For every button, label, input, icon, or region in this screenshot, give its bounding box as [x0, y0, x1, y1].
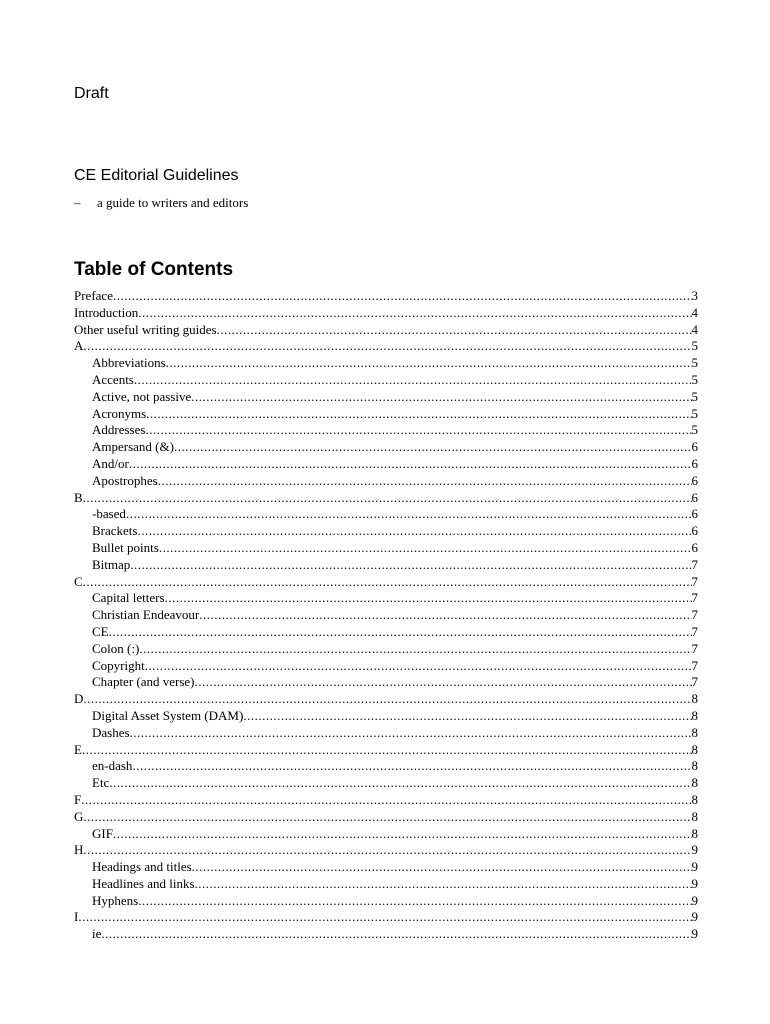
toc-entry-label: I	[74, 909, 79, 925]
toc-entry-page: 7	[691, 657, 698, 673]
document-title: CE Editorial Guidelines	[74, 167, 239, 184]
toc-entry-label: Active, not passive	[92, 388, 192, 404]
toc-leader	[138, 893, 691, 910]
toc-entry-capital-letters[interactable]	[74, 590, 698, 607]
draft-label: Draft	[74, 85, 109, 102]
toc-leader	[158, 473, 692, 490]
toc-entry-label: G	[74, 808, 84, 824]
toc-entry-page: 9	[691, 892, 698, 908]
toc-entry-accents[interactable]	[74, 372, 698, 389]
toc-entry-page: 5	[691, 338, 698, 354]
toc-entry-label: Preface	[74, 288, 113, 303]
toc-entry-headings-and-titles[interactable]	[74, 859, 698, 876]
toc-section-h[interactable]	[74, 842, 698, 859]
toc-entry-page: 5	[691, 422, 698, 438]
toc-leader	[83, 842, 691, 859]
toc-leader	[109, 775, 691, 792]
toc-entry-label: Brackets	[92, 523, 138, 539]
toc-entry-page: 5	[691, 388, 698, 404]
toc-entry-page: 5	[691, 405, 698, 421]
toc-entry-dashes[interactable]	[74, 725, 698, 742]
toc-entry-apostrophes[interactable]	[74, 473, 698, 490]
toc-entry-label: Apostrophes	[92, 472, 158, 488]
toc-entry-label: Acronyms	[92, 405, 147, 421]
subtitle-text: a guide to writers and editors	[97, 195, 249, 210]
toc-entry-page: 8	[691, 758, 698, 774]
toc-entry-chapter-and-verse[interactable]	[74, 674, 698, 691]
toc-leader	[217, 322, 692, 339]
toc-section-g[interactable]	[74, 809, 698, 826]
toc-entry-page: 4	[691, 321, 698, 337]
toc-leader	[159, 540, 692, 557]
toc-entry-label: Digital Asset System (DAM)	[92, 707, 244, 723]
toc-entry-page: 8	[691, 741, 698, 757]
toc-entry-page: 8	[691, 691, 698, 707]
toc-leader	[195, 876, 692, 893]
toc-entry-christian-endeavour[interactable]	[74, 607, 698, 624]
toc-leader	[83, 691, 691, 708]
subtitle-dash: –	[74, 195, 81, 210]
toc-entry-page: 6	[691, 472, 698, 488]
toc-entry-label: Introduction	[74, 304, 139, 320]
toc-entry-page: 9	[691, 859, 698, 875]
toc-entry-label: Dashes	[92, 724, 130, 740]
toc-entry-label: A	[74, 338, 84, 354]
toc-leader	[137, 523, 691, 540]
toc-leader	[109, 624, 692, 641]
toc-entry-page: 8	[691, 791, 698, 807]
toc-leader	[132, 758, 691, 775]
toc-entry-page: 9	[691, 926, 698, 942]
toc-entry-page: 9	[691, 909, 698, 925]
toc-entry-ce[interactable]	[74, 624, 698, 641]
toc-entry-colon[interactable]	[74, 641, 698, 658]
toc-leader	[145, 422, 691, 439]
toc-entry-and-or[interactable]	[74, 456, 698, 473]
toc-entry-label: F	[74, 791, 82, 807]
toc-leader	[174, 439, 692, 456]
toc-leader	[146, 406, 691, 423]
toc-entry-label: E	[74, 741, 82, 757]
toc-entry-page: 4	[691, 304, 698, 320]
toc-entry-label: Etc	[92, 775, 110, 791]
toc-entry-acronyms[interactable]	[74, 406, 698, 423]
toc-entry-page: 6	[691, 489, 698, 505]
toc-entry-page: 8	[691, 825, 698, 841]
toc-entry-page: 6	[691, 506, 698, 522]
toc-section-c[interactable]	[74, 574, 698, 591]
toc-entry-page: 6	[691, 523, 698, 539]
toc-entry-brackets[interactable]	[74, 523, 698, 540]
toc-entry-page: 8	[691, 775, 698, 791]
toc-section-f[interactable]	[74, 792, 698, 809]
toc-section-a[interactable]	[74, 338, 698, 355]
toc-entry-label: Christian Endeavour	[92, 607, 200, 623]
toc-entry-label: Chapter (and verse)	[92, 674, 195, 690]
toc-entry-page: 7	[691, 623, 698, 639]
toc-entry-label: Capital letters	[92, 590, 165, 606]
toc-entry-addresses[interactable]	[74, 422, 698, 439]
toc-leader	[139, 641, 691, 658]
toc-leader	[81, 792, 691, 809]
toc-leader	[78, 909, 691, 926]
toc-entry-label: Abbreviations	[92, 355, 166, 371]
toc-entry-page: 7	[691, 590, 698, 606]
toc-entry-label: Headlines and links	[92, 875, 195, 891]
toc-entry-label: D	[74, 691, 84, 707]
toc-leader	[126, 506, 692, 523]
toc-entry-page: 5	[691, 371, 698, 387]
toc-section-i[interactable]	[74, 909, 698, 926]
toc-leader	[83, 574, 692, 591]
toc-entry-based[interactable]	[74, 506, 698, 523]
toc-entry-label: Other useful writing guides	[74, 321, 217, 337]
toc-entry-page: 9	[691, 842, 698, 858]
toc-entry-label: C	[74, 573, 83, 589]
toc-entry-page: 9	[691, 875, 698, 891]
toc-entry-preface[interactable]	[74, 288, 698, 305]
toc-leader	[165, 590, 692, 607]
toc-entry-page: 3	[691, 288, 698, 303]
toc-leader	[145, 658, 692, 675]
toc-entry-gif[interactable]	[74, 826, 698, 843]
toc-leader	[138, 305, 691, 322]
toc-entry-label: Ampersand (&)	[92, 439, 174, 455]
toc-entry-page: 8	[691, 808, 698, 824]
toc-entry-label: Hyphens	[92, 892, 139, 908]
toc-entry-page: 6	[691, 455, 698, 471]
toc-entry-label: Addresses	[92, 422, 146, 438]
toc-entry-ie[interactable]	[74, 926, 698, 943]
toc-leader	[83, 338, 691, 355]
toc-leader	[199, 607, 691, 624]
toc-leader	[134, 372, 692, 389]
table-of-contents	[74, 288, 698, 943]
toc-entry-label: CE	[92, 623, 109, 639]
toc-leader	[83, 490, 692, 507]
toc-leader	[191, 389, 691, 406]
toc-entry-page: 6	[691, 439, 698, 455]
toc-entry-etc[interactable]	[74, 775, 698, 792]
toc-entry-label: Copyright	[92, 657, 145, 673]
toc-entry-page: 8	[691, 707, 698, 723]
toc-entry-abbreviations[interactable]	[74, 355, 698, 372]
toc-entry-introduction[interactable]	[74, 305, 698, 322]
toc-entry-ampersand[interactable]	[74, 439, 698, 456]
toc-entry-digital-asset-system[interactable]	[74, 708, 698, 725]
toc-section-d[interactable]	[74, 691, 698, 708]
toc-entry-label: Bullet points	[92, 539, 159, 555]
toc-leader	[129, 456, 692, 473]
toc-heading: Table of Contents	[74, 259, 234, 280]
toc-entry-label: Bitmap	[92, 556, 131, 572]
toc-leader	[130, 725, 692, 742]
toc-entry-label: ie	[92, 926, 102, 942]
toc-entry-label: H	[74, 842, 84, 858]
toc-entry-hyphens[interactable]	[74, 893, 698, 910]
toc-entry-label: And/or	[92, 455, 129, 471]
toc-leader	[82, 742, 692, 759]
toc-leader	[113, 288, 692, 305]
toc-leader	[195, 674, 692, 691]
toc-entry-page: 7	[691, 607, 698, 623]
toc-entry-active-not-passive[interactable]	[74, 389, 698, 406]
toc-section-b[interactable]	[74, 490, 698, 507]
toc-entry-page: 5	[691, 355, 698, 371]
toc-entry-label: en-dash	[92, 758, 133, 774]
toc-leader	[83, 809, 691, 826]
toc-leader	[113, 826, 692, 843]
toc-entry-label: -based	[92, 506, 126, 522]
toc-leader	[166, 355, 692, 372]
toc-entry-headlines-and-links[interactable]	[74, 876, 698, 893]
toc-leader	[192, 859, 692, 876]
toc-leader	[130, 557, 691, 574]
toc-entry-en-dash[interactable]	[74, 758, 698, 775]
toc-entry-page: 6	[691, 539, 698, 555]
toc-entry-copyright[interactable]	[74, 658, 698, 675]
toc-leader	[243, 708, 691, 725]
toc-entry-label: Headings and titles	[92, 859, 192, 875]
toc-entry-bitmap[interactable]	[74, 557, 698, 574]
toc-entry-bullet-points[interactable]	[74, 540, 698, 557]
toc-entry-page: 7	[691, 573, 698, 589]
toc-entry-label: B	[74, 489, 83, 505]
toc-entry-page: 7	[691, 556, 698, 572]
toc-entry-other-writing-guides[interactable]	[74, 322, 698, 339]
toc-leader	[101, 926, 691, 943]
toc-section-e[interactable]	[74, 742, 698, 759]
toc-entry-label: Accents	[92, 371, 134, 387]
toc-entry-label: GIF	[92, 825, 113, 841]
toc-entry-page: 7	[691, 674, 698, 690]
toc-entry-label: Colon (:)	[92, 640, 140, 656]
document-subtitle	[74, 195, 248, 211]
toc-entry-page: 8	[691, 724, 698, 740]
toc-entry-page: 7	[691, 640, 698, 656]
